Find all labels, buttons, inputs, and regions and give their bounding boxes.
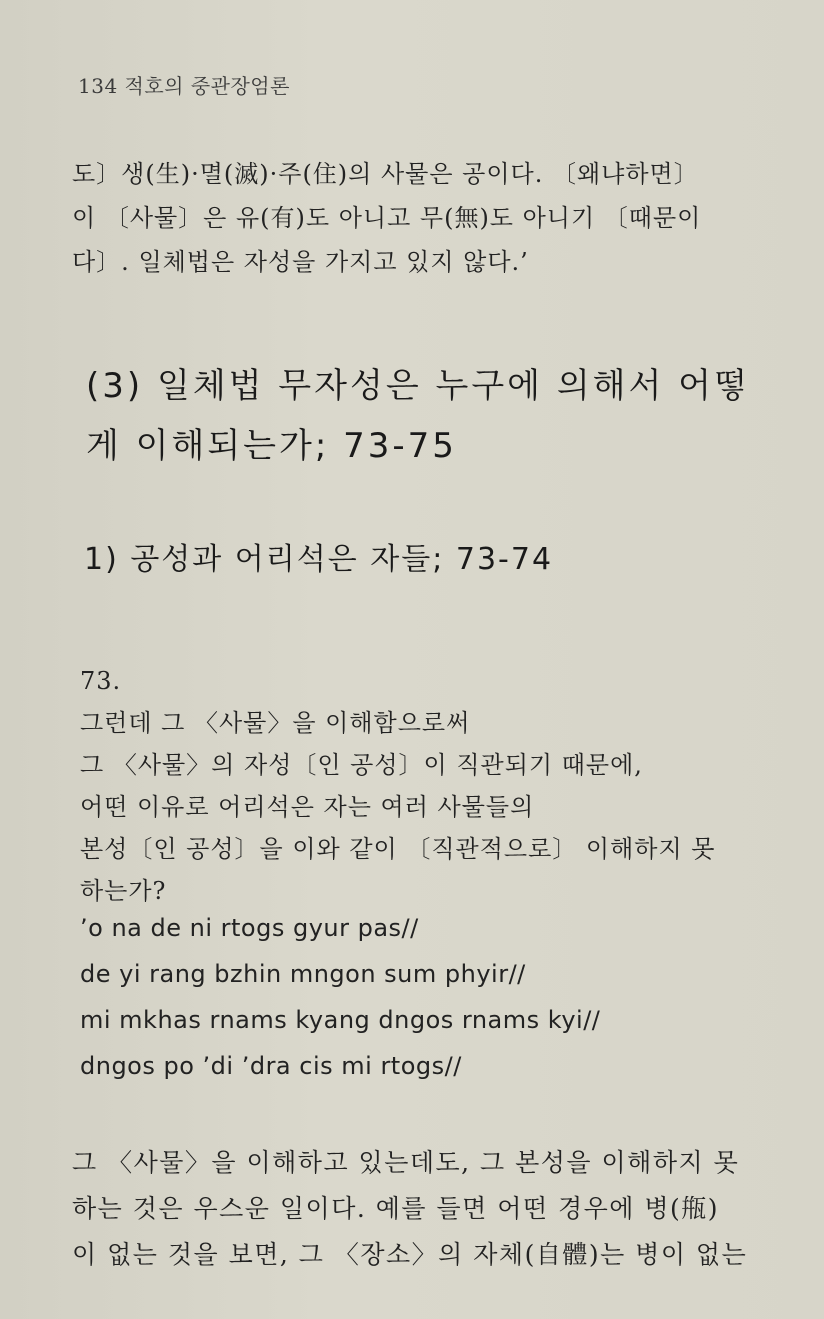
subsection-heading: 1) 공성과 어리석은 자들; 73-74	[84, 542, 554, 577]
verse-line: 그 〈사물〉의 자성〔인 공성〕이 직관되기 때문에,	[80, 751, 643, 779]
verse-line: 본성〔인 공성〕을 이와 같이 〔직관적으로〕 이해하지 못	[80, 835, 716, 863]
transliteration-line: mi mkhas rnams kyang dngos rnams kyi//	[80, 1006, 601, 1034]
section-heading-line: 게 이해되는가; 73-75	[86, 426, 457, 466]
intro-line: 다〕. 일체법은 자성을 가지고 있지 않다.’	[72, 248, 529, 276]
verse-line: 어떤 이유로 어리석은 자는 여러 사물들의	[80, 793, 535, 821]
commentary-line: 하는 것은 우스운 일이다. 예를 들면 어떤 경우에 병(甁)	[72, 1194, 720, 1223]
transliteration-line: dngos po ’di ’dra cis mi rtogs//	[80, 1052, 462, 1080]
intro-paragraph	[72, 152, 701, 284]
verse-line: 그런데 그 〈사물〉을 이해함으로써	[80, 709, 471, 737]
verse-number: 73.	[80, 667, 122, 695]
commentary-line: 이 없는 것을 보면, 그 〈장소〉의 자체(自體)는 병이 없는	[72, 1240, 748, 1269]
verse-block	[80, 660, 715, 912]
intro-line: 이 〔사물〕은 유(有)도 아니고 무(無)도 아니기 〔때문이	[72, 204, 702, 232]
commentary-paragraph	[72, 1140, 747, 1278]
transliteration-line: ’o na de ni rtogs gyur pas//	[80, 914, 419, 942]
section-heading	[86, 356, 750, 476]
commentary-line: 그 〈사물〉을 이해하고 있는데도, 그 본성을 이해하지 못	[72, 1148, 740, 1177]
running-header: 134 적호의 중관장엄론	[78, 74, 290, 98]
section-heading-line: (3) 일체법 무자성은 누구에 의해서 어떻	[86, 366, 750, 406]
intro-line: 도〕생(生)·멸(滅)·주(住)의 사물은 공이다. 〔왜냐하면〕	[72, 160, 699, 188]
transliteration-line: de yi rang bzhin mngon sum phyir//	[80, 960, 526, 988]
tibetan-transliteration	[80, 905, 600, 1089]
verse-line: 하는가?	[80, 877, 167, 905]
